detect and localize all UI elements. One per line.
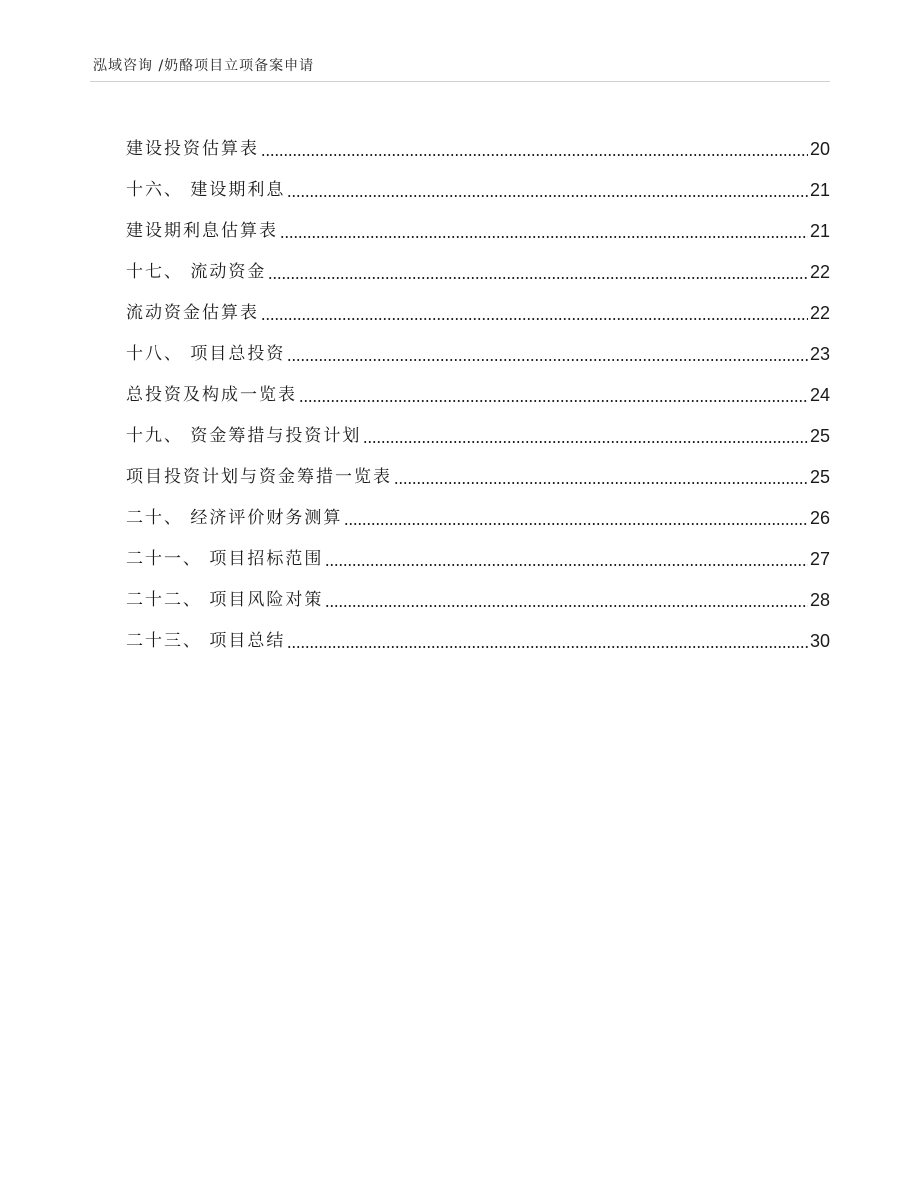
toc-entry[interactable] <box>126 368 830 409</box>
toc-entry[interactable] <box>126 450 830 491</box>
toc-entry-label: 流动资金估算表 <box>126 303 259 323</box>
toc-entry-label: 十九、 资金筹措与投资计划 <box>126 426 362 446</box>
toc-entry-page: 23 <box>809 344 830 364</box>
toc-entry-label: 项目投资计划与资金筹措一览表 <box>126 467 392 487</box>
toc-dot-leader <box>325 605 808 607</box>
toc-entry-label: 十七、 流动资金 <box>126 262 267 282</box>
toc-entry-page: 25 <box>809 426 830 446</box>
toc-entry[interactable] <box>126 327 830 368</box>
toc-entry-label: 总投资及构成一览表 <box>126 385 297 405</box>
toc-dot-leader <box>261 318 808 320</box>
toc-dot-leader <box>268 277 808 279</box>
toc-dot-leader <box>344 523 808 525</box>
toc-entry-page: 24 <box>809 385 830 405</box>
toc-entry-page: 22 <box>809 303 830 323</box>
toc-entry-page: 25 <box>809 467 830 487</box>
toc-entry-page: 27 <box>809 549 830 569</box>
toc-entry-label: 建设投资估算表 <box>126 139 259 159</box>
toc-dot-leader <box>363 441 808 443</box>
toc-dot-leader <box>261 154 808 156</box>
toc-entry-label: 二十一、 项目招标范围 <box>126 549 324 569</box>
toc-dot-leader <box>280 236 808 238</box>
toc-entry-label: 建设期利息估算表 <box>126 221 278 241</box>
toc-entry-page: 22 <box>809 262 830 282</box>
toc-entry-label: 二十二、 项目风险对策 <box>126 590 324 610</box>
toc-entry-page: 28 <box>809 590 830 610</box>
toc-entry-page: 21 <box>809 221 830 241</box>
toc-dot-leader <box>299 400 808 402</box>
toc-entry[interactable] <box>126 573 830 614</box>
toc-entry-page: 20 <box>809 139 830 159</box>
toc-entry-page: 30 <box>809 631 830 651</box>
toc-dot-leader <box>394 482 808 484</box>
toc-entry-label: 二十、 经济评价财务测算 <box>126 508 343 528</box>
toc-entry[interactable] <box>126 532 830 573</box>
toc-entry[interactable] <box>126 286 830 327</box>
page-header: 泓域咨询 /奶酪项目立项备案申请 <box>93 58 315 74</box>
toc-entry[interactable] <box>126 245 830 286</box>
toc-dot-leader <box>287 359 808 361</box>
toc-dot-leader <box>287 195 808 197</box>
toc-entry-label: 十六、 建设期利息 <box>126 180 286 200</box>
toc-entry-page: 21 <box>809 180 830 200</box>
toc-dot-leader <box>287 646 808 648</box>
toc-entry[interactable] <box>126 409 830 450</box>
toc-entry[interactable] <box>126 122 830 163</box>
toc-entry[interactable] <box>126 491 830 532</box>
toc-entry-label: 十八、 项目总投资 <box>126 344 286 364</box>
toc-entry[interactable] <box>126 614 830 655</box>
toc-entry[interactable] <box>126 204 830 245</box>
toc-dot-leader <box>325 564 808 566</box>
toc-entry-label: 二十三、 项目总结 <box>126 631 286 651</box>
header-divider <box>90 81 830 82</box>
table-of-contents <box>126 122 830 655</box>
toc-entry[interactable] <box>126 163 830 204</box>
toc-entry-page: 26 <box>809 508 830 528</box>
